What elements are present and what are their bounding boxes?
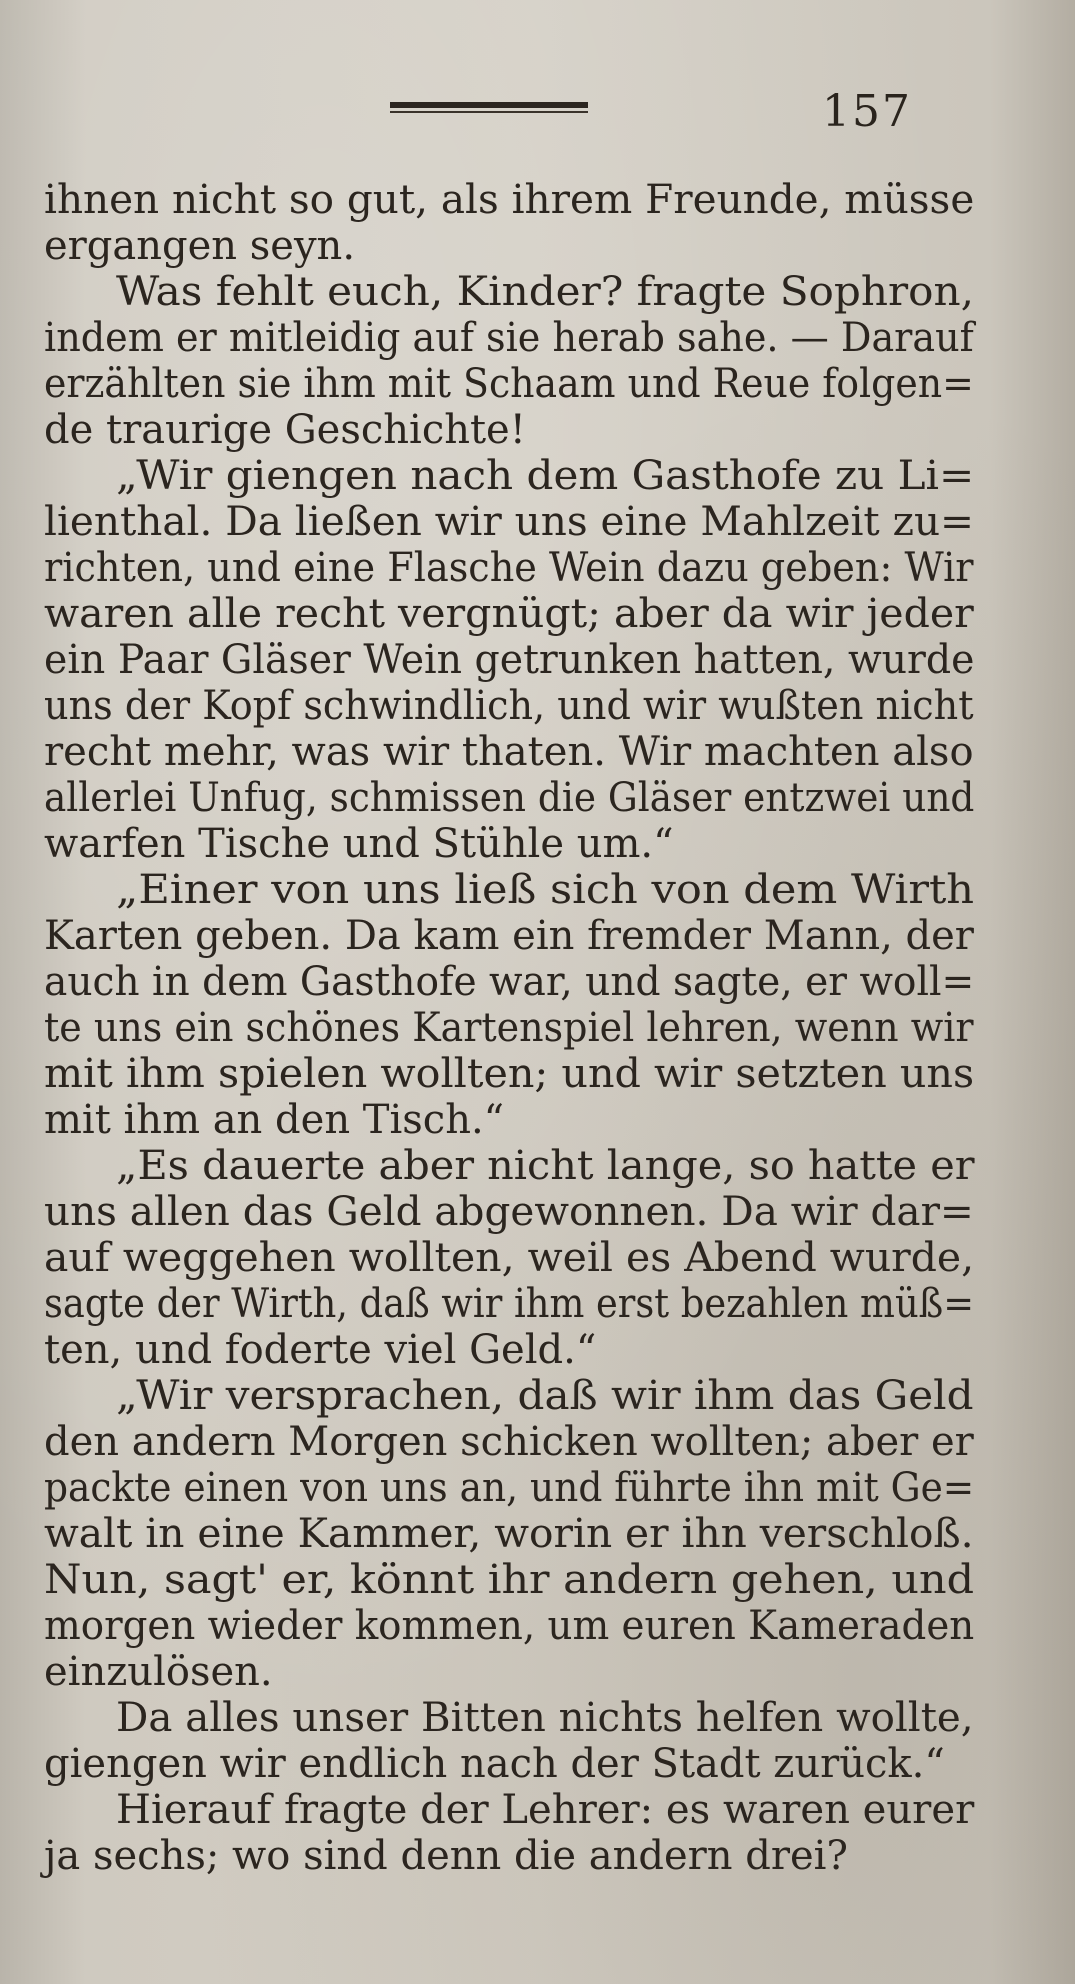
text-line: Karten geben. Da kam ein fremder Mann, der [44, 913, 974, 959]
text-line: ten, und foderte viel Geld.“ [44, 1327, 597, 1373]
text-line: auf weggehen wollten, weil es Abend wurde, [44, 1235, 975, 1281]
text-line: recht mehr, was wir thaten. Wir machten also [44, 729, 974, 775]
text-line: sagte der Wirth, daß wir ihm erst bezahlen müß= [44, 1281, 975, 1327]
text-line: auch in dem Gasthofe war, und sagte, er woll= [44, 959, 975, 1005]
text-line: walt in eine Kammer, worin er ihn verschloß. [44, 1511, 974, 1557]
text-line: Hierauf fragte der Lehrer: es waren eurer [116, 1787, 975, 1833]
text-line: allerlei Unfug, schmissen die Gläser entzwei und [44, 775, 975, 821]
text-line: mit ihm an den Tisch.“ [44, 1097, 505, 1143]
text-line: packte einen von uns an, und führte ihn mit Ge= [44, 1465, 975, 1511]
text-line: morgen wieder kommen, um euren Kameraden [44, 1603, 975, 1649]
page-number: 157 [822, 86, 912, 137]
text-line: Da alles unser Bitten nichts helfen wollte, [116, 1695, 974, 1741]
text-line: warfen Tische und Stühle um.“ [44, 821, 674, 867]
text-line: „Wir giengen nach dem Gasthofe zu Li= [116, 453, 975, 499]
text-line: te uns ein schönes Kartenspiel lehren, wenn wir [44, 1005, 974, 1051]
text-line: „Wir versprachen, daß wir ihm das Geld [116, 1373, 974, 1419]
text-line: ergangen seyn. [44, 223, 356, 269]
text-line: den andern Morgen schicken wollten; aber er [44, 1419, 974, 1465]
text-line: indem er mitleidig auf sie herab sahe. — Darauf [44, 315, 974, 361]
text-line: ja sechs; wo sind denn die andern drei? [44, 1833, 848, 1879]
text-line: de traurige Geschichte! [44, 407, 526, 453]
text-line: „Es dauerte aber nicht lange, so hatte er [116, 1143, 975, 1189]
text-line: waren alle recht vergnügt; aber da wir jeder [44, 591, 974, 637]
text-line: „Einer von uns ließ sich von dem Wirth [116, 867, 975, 913]
text-line: erzählten sie ihm mit Schaam und Reue folgen= [44, 361, 974, 407]
text-line: uns allen das Geld abgewonnen. Da wir dar= [44, 1189, 974, 1235]
text-line: ein Paar Gläser Wein getrunken hatten, wurde [44, 637, 975, 683]
text-line: einzulösen. [44, 1649, 273, 1695]
text-line: giengen wir endlich nach der Stadt zurück.“ [44, 1741, 945, 1787]
header-rule [390, 97, 588, 115]
text-line: richten, und eine Flasche Wein dazu geben: Wir [44, 545, 974, 591]
header-rule-thin [390, 111, 588, 113]
text-line: lienthal. Da ließen wir uns eine Mahlzeit zu= [44, 499, 974, 545]
header-rule-thick [390, 102, 588, 108]
text-line: Nun, sagt' er, könnt ihr andern gehen, und [44, 1557, 975, 1603]
text-line: Was fehlt euch, Kinder? fragte Sophron, [116, 269, 974, 315]
text-line: ihnen nicht so gut, als ihrem Freunde, müsse [44, 177, 975, 223]
text-line: uns der Kopf schwindlich, und wir wußten nicht [44, 683, 974, 729]
text-line: mit ihm spielen wollten; und wir setzten uns [44, 1051, 975, 1097]
